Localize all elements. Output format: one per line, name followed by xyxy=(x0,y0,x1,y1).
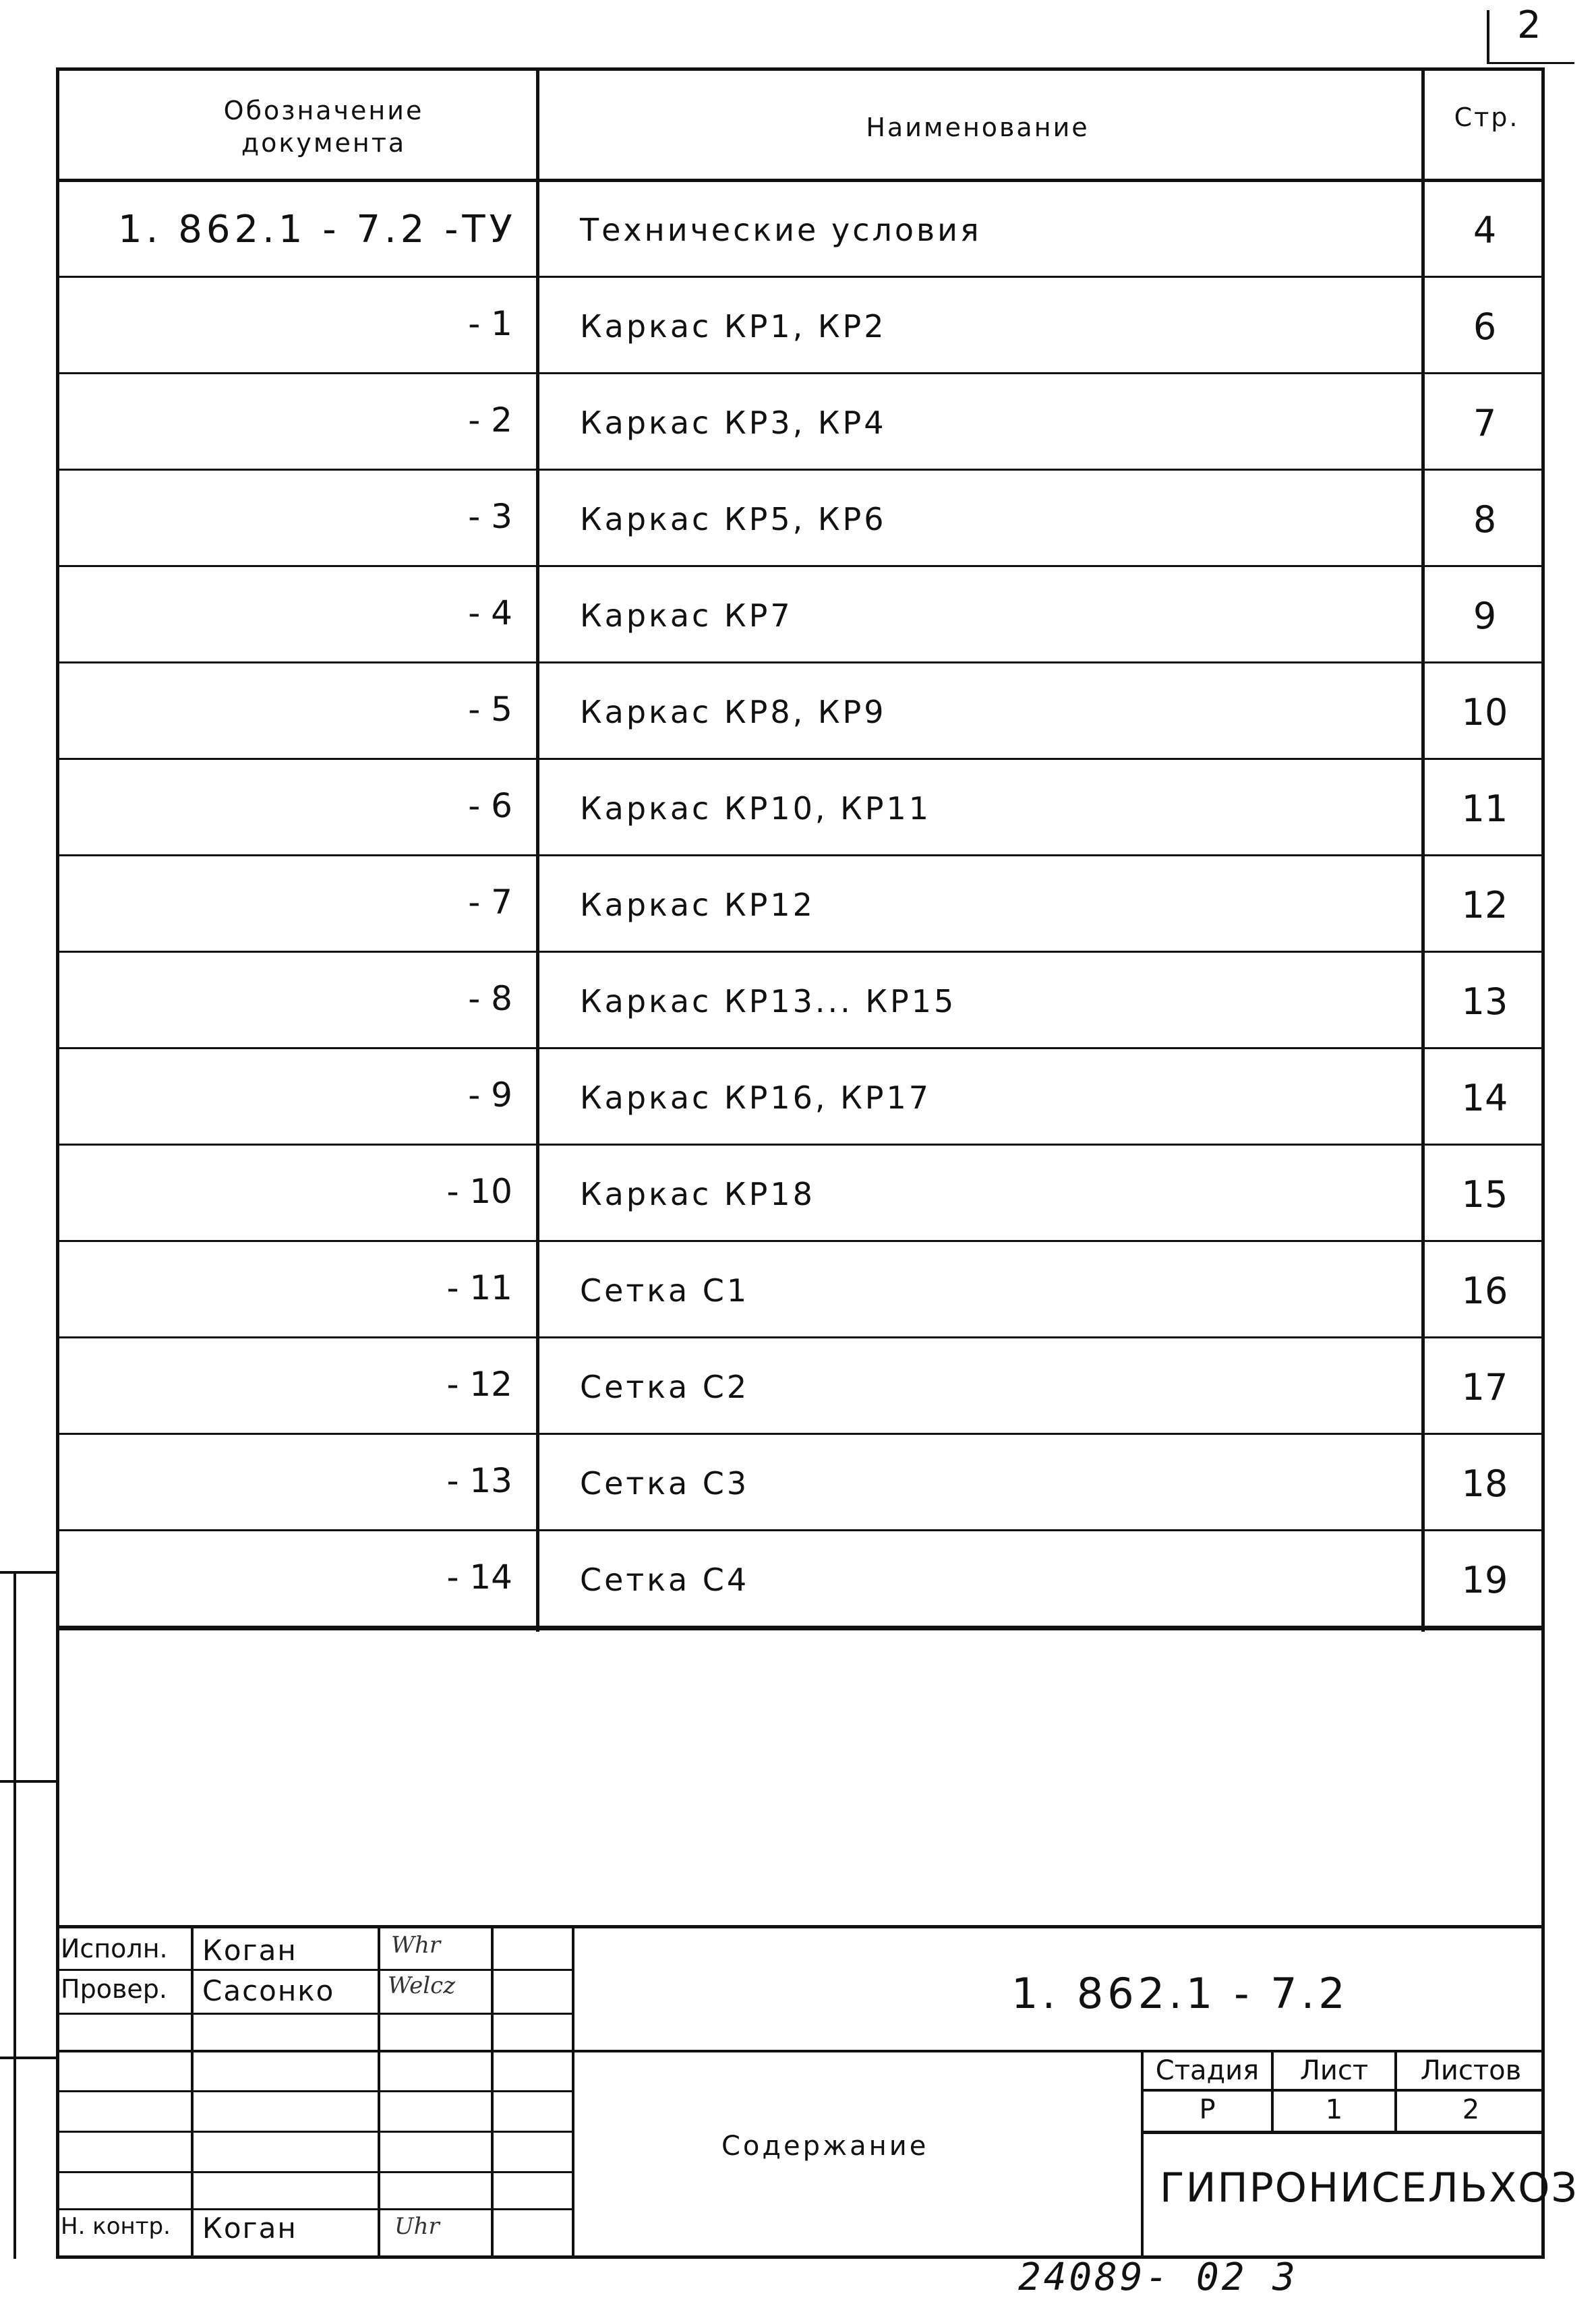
row-designation: - 5 xyxy=(468,690,512,729)
row-page: 19 xyxy=(1461,1559,1508,1601)
binding-strip-h1 xyxy=(0,1571,56,1574)
sheet-label: Лист xyxy=(1299,2055,1369,2086)
row-separator xyxy=(56,276,1545,278)
row-separator xyxy=(56,854,1545,856)
stamp-box-h1 xyxy=(1141,2089,1545,2092)
row-designation: - 6 xyxy=(468,786,512,825)
header-designation xyxy=(135,94,512,159)
signature-norm-control: Uhr xyxy=(394,2213,440,2240)
header-designation-line1: Обозначение xyxy=(223,96,424,125)
sheet-value: 1 xyxy=(1325,2094,1343,2125)
signature-performer: Whr xyxy=(391,1932,441,1959)
row-separator xyxy=(56,951,1545,953)
row-designation: - 9 xyxy=(468,1075,512,1115)
row-designation: - 11 xyxy=(446,1268,512,1307)
role-norm-control: Н. контр. xyxy=(61,2213,171,2240)
binding-strip-h3 xyxy=(0,2057,56,2059)
sheets-value: 2 xyxy=(1462,2094,1480,2125)
role-checker: Провер. xyxy=(61,1974,167,2004)
row-separator xyxy=(56,1336,1545,1338)
row-designation: - 14 xyxy=(446,1558,512,1597)
row-name: Сетка С1 xyxy=(580,1272,750,1309)
row-name: Технические условия xyxy=(580,212,982,248)
binding-strip-h2 xyxy=(0,1780,56,1783)
row-name: Каркас КР7 xyxy=(580,597,793,634)
row-separator xyxy=(56,469,1545,471)
stage-label: Стадия xyxy=(1155,2055,1260,2086)
row-name: Каркас КР12 xyxy=(580,887,815,923)
row-designation: - 2 xyxy=(468,401,512,440)
archive-number: 24089- 02 3 xyxy=(1018,2255,1298,2299)
row-name: Сетка С2 xyxy=(580,1369,750,1405)
row-separator xyxy=(56,758,1545,760)
titleblock-row-line xyxy=(56,2090,574,2092)
row-name: Каркас КР5, КР6 xyxy=(580,501,887,537)
name-performer: Коган xyxy=(202,1934,297,1967)
row-page: 4 xyxy=(1473,209,1497,252)
corner-sheet-number: 2 xyxy=(1517,3,1541,47)
row-designation: - 3 xyxy=(468,497,512,536)
titleblock-row-line xyxy=(56,2208,574,2210)
row-name: Сетка С3 xyxy=(580,1465,750,1502)
row-designation: - 4 xyxy=(468,593,512,632)
row-separator xyxy=(56,1144,1545,1146)
row-name: Каркас КР1, КР2 xyxy=(580,308,887,345)
row-separator xyxy=(56,372,1545,374)
titleblock-row-line xyxy=(56,2013,574,2015)
row-page: 8 xyxy=(1473,498,1497,541)
row-name: Каркас КР16, КР17 xyxy=(580,1080,932,1116)
name-norm-control: Коган xyxy=(202,2212,297,2245)
stamp-box-h2 xyxy=(1141,2131,1545,2134)
name-checker: Сасонко xyxy=(202,1974,335,2007)
row-page: 15 xyxy=(1461,1173,1508,1216)
sheets-label: Листов xyxy=(1420,2055,1522,2086)
document-code: 1. 862.1 - 7.2 xyxy=(1011,1969,1349,2018)
row-name: Каркас КР8, КР9 xyxy=(580,694,887,730)
row-separator xyxy=(56,1240,1545,1242)
role-performer: Исполн. xyxy=(61,1934,168,1963)
document-title: Содержание xyxy=(721,2131,929,2162)
row-page: 10 xyxy=(1461,691,1508,734)
corner-divider xyxy=(1487,10,1489,64)
row-designation: - 12 xyxy=(446,1365,512,1404)
row-separator xyxy=(56,565,1545,567)
row-name: Каркас КР13... КР15 xyxy=(580,983,957,1019)
row-page: 11 xyxy=(1461,788,1508,830)
col-divider-1 xyxy=(536,67,539,1632)
stage-value: Р xyxy=(1199,2094,1216,2125)
header-designation-line2: документа xyxy=(241,128,407,158)
table-bottom-line xyxy=(56,1627,1545,1630)
row-name: Каркас КР3, КР4 xyxy=(580,405,887,441)
binding-strip-v xyxy=(13,1571,16,2259)
row-separator xyxy=(56,661,1545,663)
row-designation: - 7 xyxy=(468,883,512,922)
titleblock-row-line xyxy=(56,2171,574,2173)
row-separator xyxy=(56,1433,1545,1435)
row-name: Сетка С4 xyxy=(580,1562,750,1598)
row-separator xyxy=(56,1529,1545,1531)
titleblock-row-line xyxy=(56,1969,574,1971)
row-page: 18 xyxy=(1461,1462,1508,1505)
row-designation: - 1 xyxy=(468,304,512,343)
header-page: Стр. xyxy=(1454,102,1520,132)
header-name: Наименование xyxy=(866,113,1090,142)
row-page: 16 xyxy=(1461,1270,1508,1312)
row-name: Каркас КР18 xyxy=(580,1176,815,1212)
drawing-frame xyxy=(56,67,1545,2259)
row-designation: - 13 xyxy=(446,1461,512,1500)
row-page: 14 xyxy=(1461,1077,1508,1119)
row-separator xyxy=(56,179,1545,182)
signature-checker: Welcz xyxy=(388,1972,456,1999)
row-page: 12 xyxy=(1461,884,1508,926)
organization-name: ГИПРОНИСЕЛЬХОЗ xyxy=(1160,2164,1578,2212)
row-designation: 1. 862.1 - 7.2 -ТУ xyxy=(118,208,516,252)
row-page: 7 xyxy=(1473,402,1497,444)
row-page: 13 xyxy=(1461,980,1508,1023)
titleblock-top xyxy=(56,1925,1545,1928)
row-separator xyxy=(56,1047,1545,1049)
titleblock-row-line xyxy=(56,2131,574,2133)
row-page: 9 xyxy=(1473,595,1497,637)
titleblock-mid-line xyxy=(56,2050,1545,2052)
corner-divider-h xyxy=(1487,62,1574,64)
row-name: Каркас КР10, КР11 xyxy=(580,790,932,827)
row-page: 17 xyxy=(1461,1366,1508,1409)
row-designation: - 10 xyxy=(446,1172,512,1211)
row-page: 6 xyxy=(1473,305,1497,348)
row-designation: - 8 xyxy=(468,979,512,1018)
